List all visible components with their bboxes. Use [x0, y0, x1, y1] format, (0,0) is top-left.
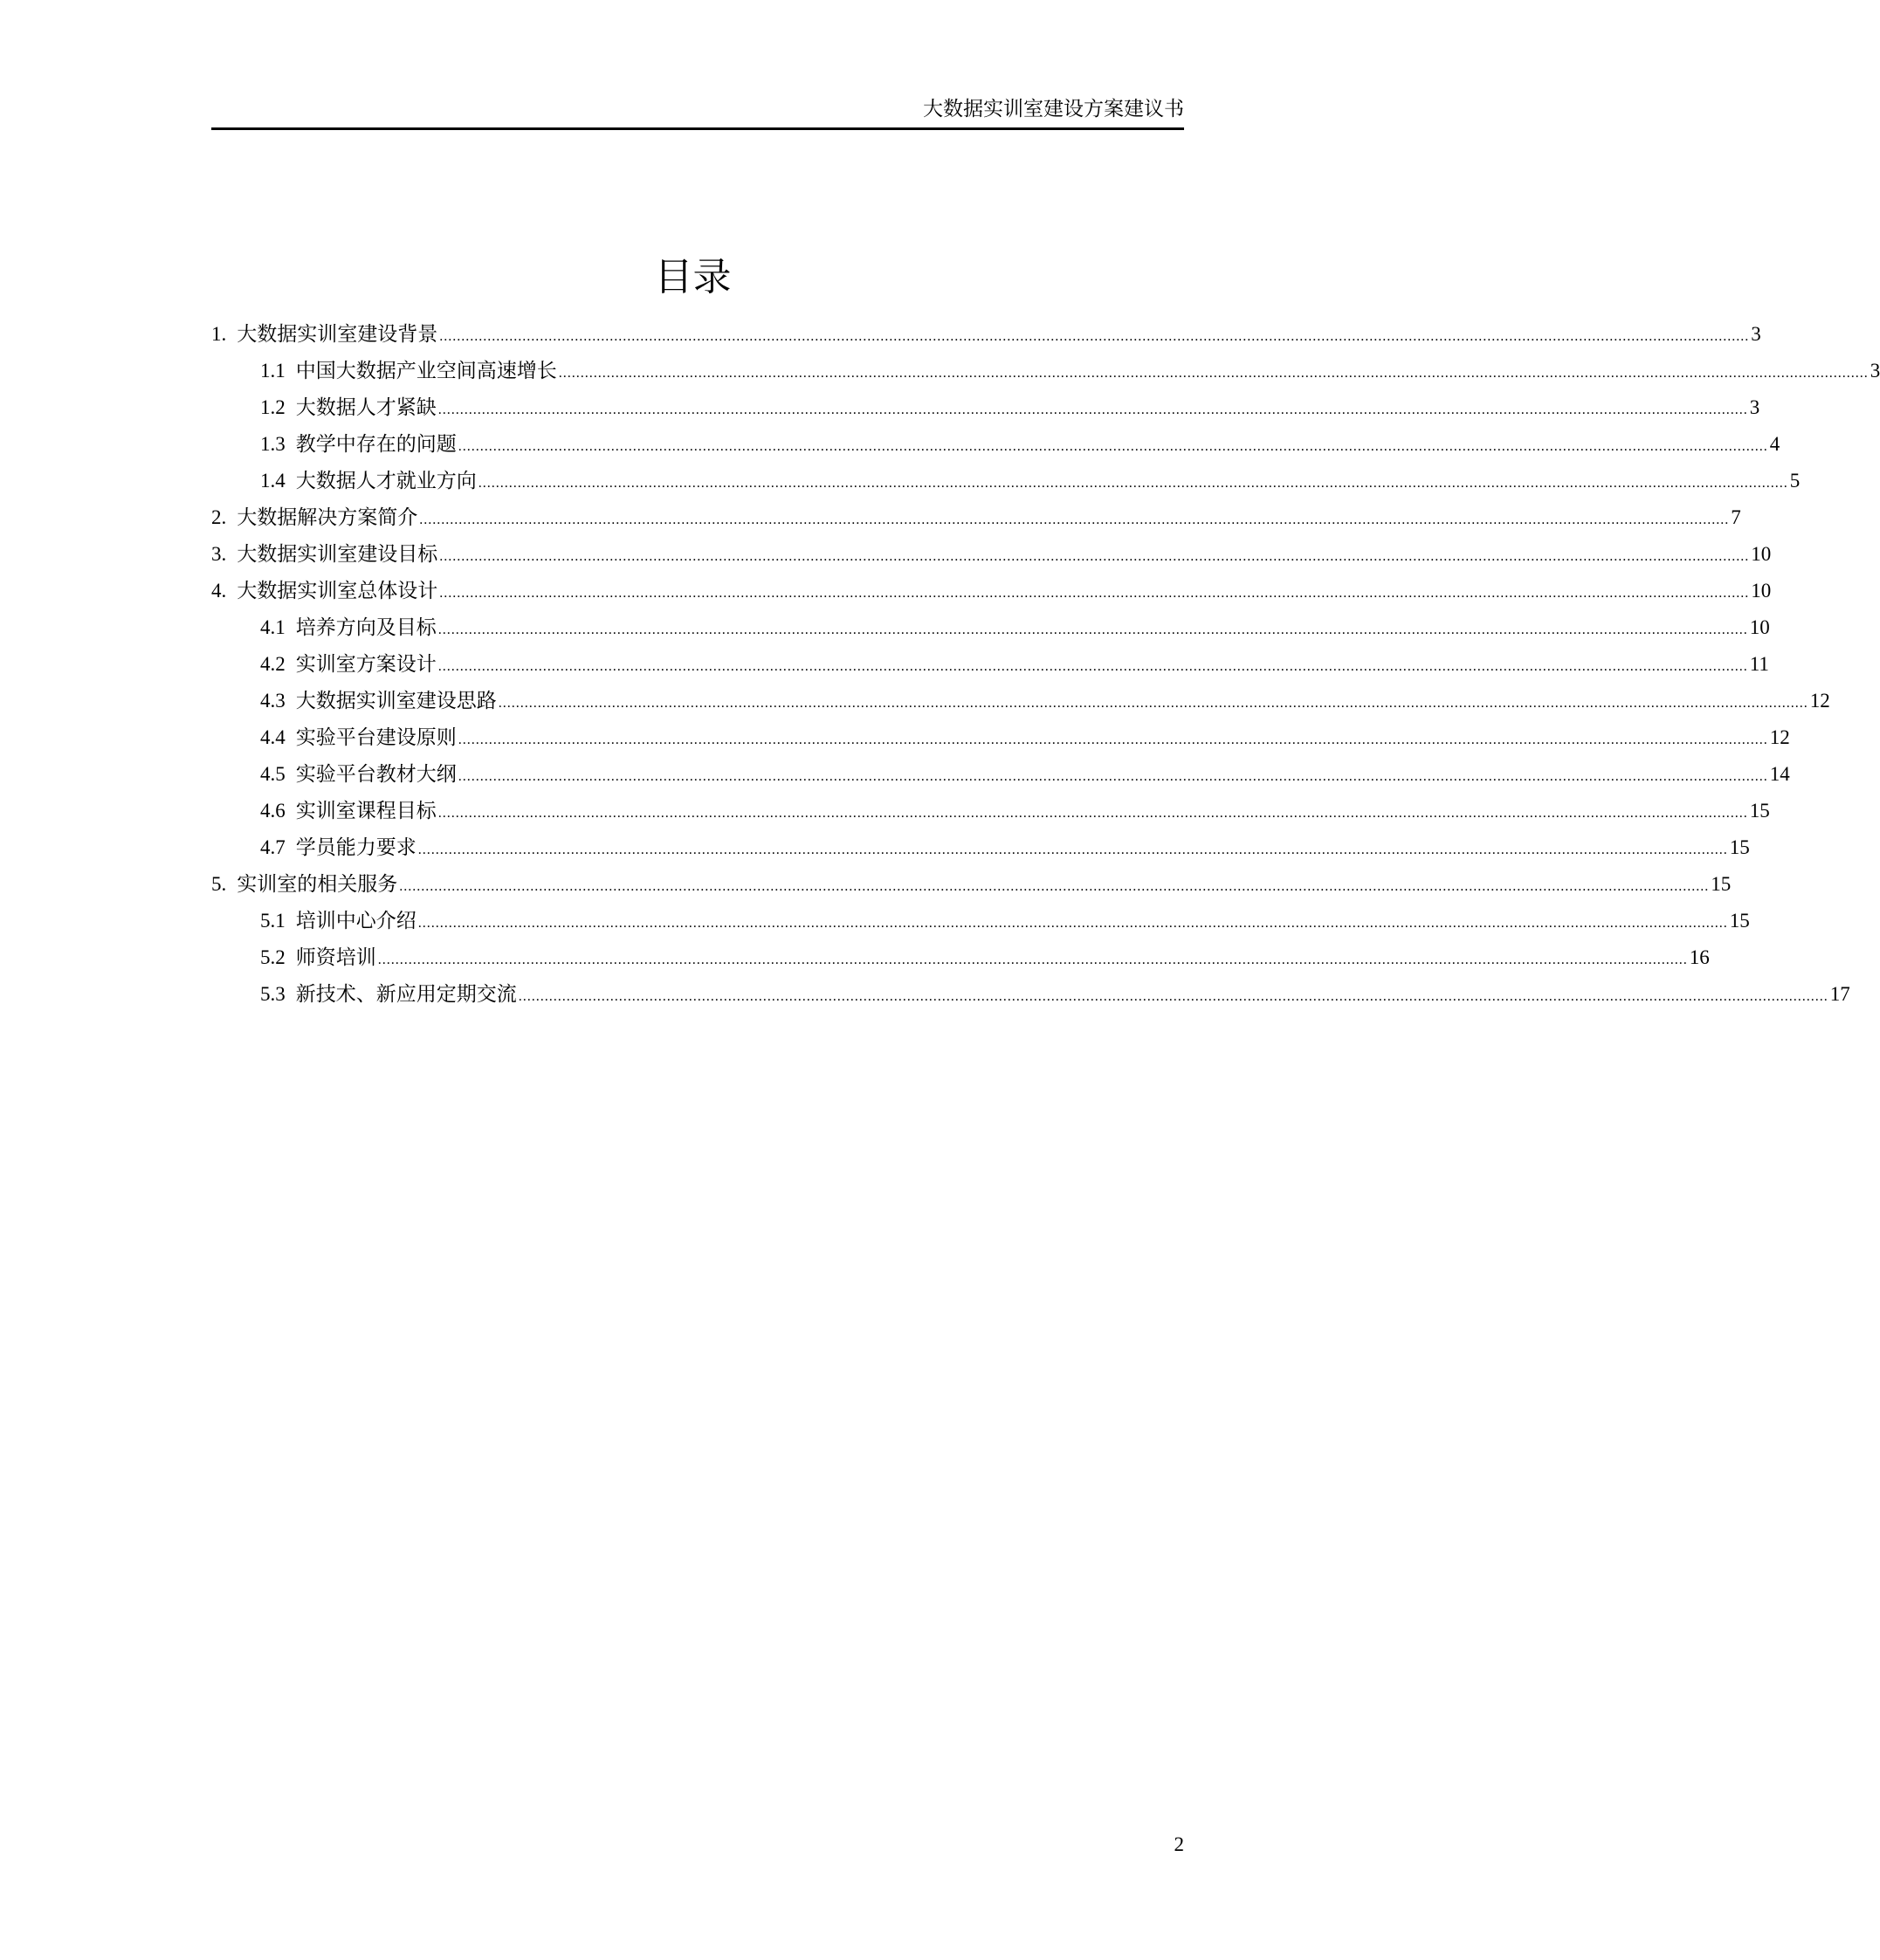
- toc-entry-number: 1.1: [260, 360, 286, 382]
- toc-entry-number: 4.3: [260, 690, 286, 712]
- toc-entry-page: 15: [1711, 873, 1732, 895]
- toc-entry-page: 16: [1689, 946, 1710, 968]
- toc-entry-number: 1.2: [260, 396, 286, 418]
- toc-entry-label: 大数据实训室建设背景: [237, 323, 438, 345]
- toc-entry[interactable]: [211, 353, 1880, 389]
- toc-entry-label: 大数据人才就业方向: [295, 470, 477, 492]
- toc-entry-number: 4.4: [260, 726, 286, 748]
- dot-leader: ............................................................................................................................................................................................................................................................................................................: [399, 879, 1710, 894]
- toc-entry-number: 5.1: [260, 910, 286, 932]
- toc-entry[interactable]: [211, 463, 1801, 499]
- toc-entry-number: 4.: [211, 580, 227, 602]
- toc-entry[interactable]: [211, 939, 1710, 976]
- toc-entry[interactable]: [211, 793, 1770, 829]
- toc-entry-page: 10: [1751, 543, 1772, 565]
- toc-entry-label: 大数据解决方案简介: [237, 506, 418, 528]
- dot-leader: ............................................................................................................................................................................................................................................................................................................: [437, 659, 1748, 674]
- toc-entry-label: 学员能力要求: [295, 836, 417, 858]
- toc-entry-number: 1.3: [260, 433, 286, 455]
- toc-entry-page: 11: [1749, 653, 1769, 675]
- dot-leader: ............................................................................................................................................................................................................................................................................................................: [518, 989, 1828, 1004]
- toc-entry-label: 实训室的相关服务: [237, 873, 398, 895]
- toc-entry[interactable]: [211, 316, 1761, 353]
- toc-entry-page: 5: [1789, 470, 1801, 492]
- toc-entry-label: 实训室课程目标: [295, 800, 437, 822]
- dot-leader: ............................................................................................................................................................................................................................................................................................................: [437, 402, 1748, 417]
- toc-entry-number: 4.1: [260, 616, 286, 638]
- toc-entry-page: 3: [1870, 360, 1880, 382]
- toc-entry[interactable]: [211, 903, 1750, 939]
- toc-entry-page: 12: [1769, 726, 1790, 748]
- toc-entry[interactable]: [211, 719, 1790, 756]
- toc-entry-number: 1.4: [260, 470, 286, 492]
- toc-entry[interactable]: [211, 646, 1769, 683]
- toc-entry-label: 师资培训: [295, 946, 376, 968]
- toc-entry-number: 3.: [211, 543, 227, 565]
- dot-leader: ............................................................................................................................................................................................................................................................................................................: [417, 916, 1728, 931]
- dot-leader: ............................................................................................................................................................................................................................................................................................................: [419, 512, 1730, 527]
- toc-entry[interactable]: [211, 829, 1750, 866]
- dot-leader: ............................................................................................................................................................................................................................................................................................................: [377, 952, 1688, 967]
- dot-leader: ............................................................................................................................................................................................................................................................................................................: [458, 769, 1768, 784]
- toc-entry[interactable]: [211, 976, 1850, 1013]
- toc-entry-label: 培养方向及目标: [295, 616, 437, 638]
- toc-entry-page: 12: [1809, 690, 1830, 712]
- dot-leader: ............................................................................................................................................................................................................................................................................................................: [437, 806, 1748, 821]
- toc-entry[interactable]: [211, 683, 1830, 719]
- dot-leader: ............................................................................................................................................................................................................................................................................................................: [558, 366, 1869, 381]
- toc-entry-label: 大数据实训室建设目标: [237, 543, 438, 565]
- toc-entry-page: 15: [1749, 800, 1770, 822]
- toc-entry-number: 4.5: [260, 763, 286, 785]
- dot-leader: ............................................................................................................................................................................................................................................................................................................: [478, 476, 1788, 491]
- dot-leader: ............................................................................................................................................................................................................................................................................................................: [498, 696, 1808, 711]
- toc-entry-number: 5.3: [260, 983, 286, 1005]
- toc-entry-label: 教学中存在的问题: [295, 433, 457, 455]
- toc-entry-page: 15: [1729, 910, 1750, 932]
- toc-entry-label: 培训中心介绍: [295, 910, 417, 932]
- toc-entry[interactable]: [211, 609, 1770, 646]
- toc-entry-page: 14: [1769, 763, 1790, 785]
- toc-entry-number: 4.6: [260, 800, 286, 822]
- toc-entry[interactable]: [211, 389, 1760, 426]
- toc-entry-page: 4: [1769, 433, 1780, 455]
- toc-entry-page: 3: [1749, 396, 1760, 418]
- toc-entry-page: 7: [1731, 506, 1741, 528]
- dot-leader: ............................................................................................................................................................................................................................................................................................................: [439, 329, 1750, 344]
- toc-entry-label: 实训室方案设计: [295, 653, 437, 675]
- toc-entry-page: 15: [1729, 836, 1750, 858]
- toc-entry[interactable]: [211, 573, 1772, 609]
- dot-leader: ............................................................................................................................................................................................................................................................................................................: [458, 732, 1768, 747]
- toc-entry-page: 3: [1751, 323, 1761, 345]
- toc-entry[interactable]: [211, 756, 1790, 793]
- toc-entry-page: 17: [1829, 983, 1850, 1005]
- toc-entry-page: 10: [1749, 616, 1770, 638]
- toc-entry-number: 5.2: [260, 946, 286, 968]
- toc-entry-number: 1.: [211, 323, 227, 345]
- toc-entry-label: 新技术、新应用定期交流: [295, 983, 517, 1005]
- toc-entry-number: 2.: [211, 506, 227, 528]
- toc-entry-page: 10: [1751, 580, 1772, 602]
- dot-leader: ............................................................................................................................................................................................................................................................................................................: [439, 549, 1750, 564]
- dot-leader: ............................................................................................................................................................................................................................................................................................................: [439, 586, 1750, 601]
- table-of-contents: [211, 316, 1880, 1013]
- toc-entry-label: 大数据实训室建设思路: [295, 690, 497, 712]
- toc-entry-number: 4.2: [260, 653, 286, 675]
- toc-entry[interactable]: [211, 866, 1732, 903]
- toc-entry-number: 4.7: [260, 836, 286, 858]
- toc-entry[interactable]: [211, 499, 1741, 536]
- running-header: 大数据实训室建设方案建议书: [923, 98, 1184, 120]
- toc-title: 目录: [654, 256, 732, 299]
- dot-leader: ............................................................................................................................................................................................................................................................................................................: [417, 842, 1728, 857]
- toc-entry-label: 中国大数据产业空间高速增长: [295, 360, 557, 382]
- dot-leader: ............................................................................................................................................................................................................................................................................................................: [458, 439, 1768, 454]
- toc-entry-label: 实验平台建设原则: [295, 726, 457, 748]
- toc-entry-number: 5.: [211, 873, 227, 895]
- toc-entry-label: 大数据实训室总体设计: [237, 580, 438, 602]
- toc-entry-label: 实验平台教材大纲: [295, 763, 457, 785]
- toc-entry-label: 大数据人才紧缺: [295, 396, 437, 418]
- page-number: 2: [1174, 1833, 1184, 1855]
- toc-entry[interactable]: [211, 426, 1780, 463]
- dot-leader: ............................................................................................................................................................................................................................................................................................................: [437, 622, 1748, 637]
- header-rule: [211, 127, 1184, 130]
- toc-entry[interactable]: [211, 536, 1772, 573]
